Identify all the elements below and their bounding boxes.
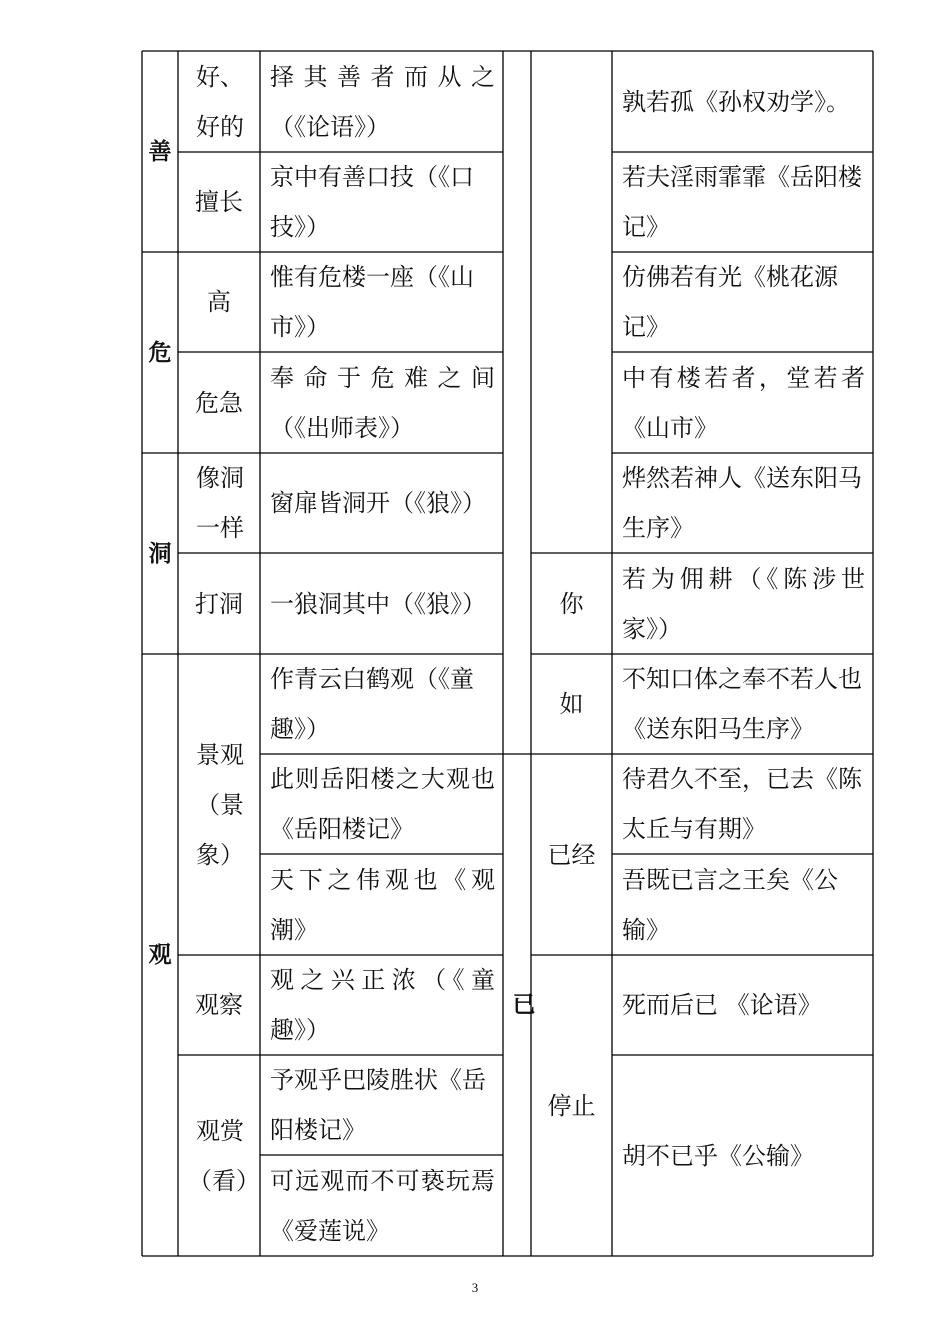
sense-meaning: 观赏（看） — [188, 1116, 260, 1195]
example-sentence: 作青云白鹤观（《童趣》） — [270, 665, 474, 743]
example-sentence: 观之兴正浓（《童趣》） — [270, 966, 495, 1044]
sense-meaning: 打洞 — [195, 589, 243, 618]
example-sentence: 仿佛若有光《桃花源记》 — [622, 263, 838, 341]
example-sentence: 惟有危楼一座（《山市》） — [270, 263, 474, 341]
example-sentence: 死而后已 《论语》 — [622, 991, 822, 1019]
example-sentence: 待君久不至，已去《陈太丘与有期》 — [622, 765, 862, 843]
sense-meaning: 好、好的 — [196, 62, 244, 141]
entry-char-wei: 危 — [148, 339, 172, 366]
example-sentence: 择其善者而从之（《论语》） — [270, 62, 495, 141]
example-sentence: 烨然若神人《送东阳马生序》 — [622, 464, 862, 542]
example-sentence: 若为佣耕（《陈涉世家》） — [622, 564, 865, 643]
sense-meaning: 观察 — [195, 991, 243, 1019]
example-sentence: 孰若孤《孙权劝学》。 — [622, 87, 850, 116]
example-sentence: 不知口体之奉不若人也《送东阳马生序》 — [622, 665, 862, 743]
example-sentence: 此则岳阳楼之大观也《岳阳楼记》 — [270, 765, 495, 843]
example-sentence: 吾既已言之王矣《公输》 — [622, 865, 838, 944]
entry-char-yi: 已 — [512, 992, 536, 1018]
sense-meaning: 擅长 — [195, 188, 243, 216]
example-sentence: 天下之伟观也《观潮》 — [270, 865, 495, 944]
entry-char-shan: 善 — [148, 138, 172, 165]
sense-meaning: 高 — [207, 288, 231, 316]
example-sentence: 中有楼若者，堂若者《山市》 — [622, 363, 865, 442]
sense-meaning: 像洞一样 — [196, 464, 244, 542]
sense-meaning: 危急 — [195, 388, 243, 417]
entry-char-guan: 观 — [148, 942, 172, 968]
example-sentence: 窗扉皆洞开（《狼》） — [270, 489, 486, 517]
example-sentence: 可远观而不可亵玩焉《爱莲说》 — [270, 1166, 495, 1245]
sense-meaning: 景观（景象） — [196, 740, 244, 869]
example-sentence: 胡不已乎《公输》 — [622, 1141, 814, 1170]
example-sentence: 一狼洞其中（《狼》） — [270, 589, 486, 618]
sense-meaning: 已经 — [547, 840, 596, 869]
sense-meaning: 你 — [559, 589, 584, 618]
example-sentence: 若夫淫雨霏霏《岳阳楼记》 — [622, 163, 862, 241]
page-number: 3 — [471, 1280, 479, 1295]
sense-meaning: 如 — [559, 690, 584, 718]
example-sentence: 奉命于危难之间（《出师表》） — [270, 363, 495, 442]
example-sentence: 予观乎巴陵胜状《岳阳楼记》 — [270, 1066, 486, 1144]
example-sentence: 京中有善口技（《口技》） — [270, 163, 474, 241]
sense-meaning: 停止 — [547, 1091, 596, 1120]
entry-char-dong: 洞 — [148, 540, 172, 567]
